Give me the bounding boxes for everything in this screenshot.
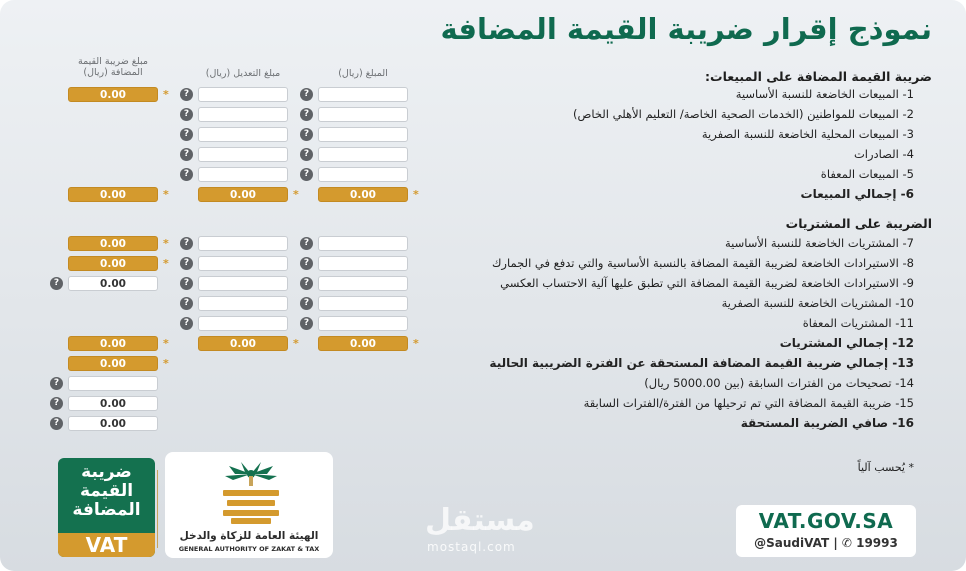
vat-logo-en: VAT xyxy=(58,533,155,557)
help-icon[interactable]: ? xyxy=(50,277,63,290)
adjustment-field-3[interactable] xyxy=(198,127,288,142)
sales-heading: ضريبة القيمة المضافة على المبيعات: xyxy=(705,69,932,84)
adjustment-field-8[interactable] xyxy=(198,256,288,271)
help-icon[interactable]: ? xyxy=(50,417,63,430)
help-icon[interactable]: ? xyxy=(180,108,193,121)
vat-field-7: 0.00 xyxy=(68,236,158,251)
vat-field-15[interactable]: 0.00 xyxy=(68,396,158,411)
vat-field-6: 0.00 xyxy=(68,187,158,202)
vat-field-16: 0.00 xyxy=(68,416,158,431)
row-label-7: 7- المشتريات الخاضعة للنسبة الأساسية xyxy=(725,236,914,250)
auto-calc-star: * xyxy=(163,257,169,270)
adjustment-field-2[interactable] xyxy=(198,107,288,122)
help-icon[interactable]: ? xyxy=(180,128,193,141)
row-label-11: 11- المشتريات المعفاة xyxy=(802,316,914,330)
adjustment-field-7[interactable] xyxy=(198,236,288,251)
help-icon[interactable]: ? xyxy=(300,148,313,161)
adjustment-field-6: 0.00 xyxy=(198,187,288,202)
row-label-3: 3- المبيعات المحلية الخاضعة للنسبة الصفرية xyxy=(701,127,914,141)
help-icon[interactable]: ? xyxy=(180,237,193,250)
purchases-heading: الضريبة على المشتريات xyxy=(785,216,932,231)
row-label-16: 16- صافي الضريبة المستحقة xyxy=(740,416,914,430)
help-icon[interactable]: ? xyxy=(300,277,313,290)
auto-calc-note: * يُحسب آلياً xyxy=(857,461,914,474)
auto-calc-star: * xyxy=(413,337,419,350)
vat-field-14[interactable] xyxy=(68,376,158,391)
help-icon[interactable]: ? xyxy=(300,108,313,121)
auto-calc-star: * xyxy=(163,88,169,101)
help-icon[interactable]: ? xyxy=(300,317,313,330)
adjustment-field-1[interactable] xyxy=(198,87,288,102)
help-icon[interactable]: ? xyxy=(180,277,193,290)
website-box xyxy=(736,505,916,557)
row-label-4: 4- الصادرات xyxy=(853,147,914,161)
row-label-6: 6- إجمالي المبيعات xyxy=(800,187,914,201)
adjustment-field-11[interactable] xyxy=(198,316,288,331)
amount-field-5[interactable] xyxy=(318,167,408,182)
vat-field-13: 0.00 xyxy=(68,356,158,371)
adjustment-field-5[interactable] xyxy=(198,167,288,182)
auto-calc-star: * xyxy=(163,188,169,201)
adjustment-field-9[interactable] xyxy=(198,276,288,291)
website-link[interactable]: VAT.GOV.SA xyxy=(758,509,894,533)
vat-field-1: 0.00 xyxy=(68,87,158,102)
amount-field-7[interactable] xyxy=(318,236,408,251)
amount-field-3[interactable] xyxy=(318,127,408,142)
row-label-15: 15- ضريبة القيمة المضافة التي تم ترحيلها من الفترة/الفترات السابقة xyxy=(583,396,914,410)
row-label-1: 1- المبيعات الخاضعة للنسبة الأساسية xyxy=(735,87,914,101)
amount-field-9[interactable] xyxy=(318,276,408,291)
row-label-14: 14- تصحيحات من الفترات السابقة (بين 5000.00 ريال) xyxy=(644,376,914,390)
help-icon[interactable]: ? xyxy=(300,168,313,181)
amount-field-4[interactable] xyxy=(318,147,408,162)
amount-field-10[interactable] xyxy=(318,296,408,311)
vat-logo-line: القيمة xyxy=(79,481,134,501)
vat-logo-line: ضريبة xyxy=(81,462,132,482)
authority-name-en: GENERAL AUTHORITY OF ZAKAT & TAX xyxy=(178,545,320,553)
row-label-10: 10- المشتريات الخاضعة للنسبة الصفرية xyxy=(721,296,914,310)
vat-field-8: 0.00 xyxy=(68,256,158,271)
row-label-9: 9- الاستيرادات الخاضعة لضريبة القيمة المضافة التي تطبق عليها آلية الاحتساب العكسي xyxy=(500,276,914,290)
help-icon[interactable]: ? xyxy=(180,317,193,330)
auto-calc-star: * xyxy=(163,337,169,350)
help-icon[interactable]: ? xyxy=(50,377,63,390)
authority-name-ar: الهيئة العامة للزكاة والدخل xyxy=(179,530,319,542)
help-icon[interactable]: ? xyxy=(180,148,193,161)
row-label-5: 5- المبيعات المعفاة xyxy=(820,167,914,181)
page-title: نموذج إقرار ضريبة القيمة المضافة xyxy=(440,12,932,46)
help-icon[interactable]: ? xyxy=(180,257,193,270)
vat-field-9[interactable]: 0.00 xyxy=(68,276,158,291)
auto-calc-star: * xyxy=(293,188,299,201)
auto-calc-star: * xyxy=(163,357,169,370)
vat-logo-line: المضافة xyxy=(72,500,141,520)
row-label-2: 2- المبيعات للمواطنين (الخدمات الصحية الخاصة/ التعليم الأهلي الخاص) xyxy=(572,107,914,121)
adjustment-field-10[interactable] xyxy=(198,296,288,311)
help-icon[interactable]: ? xyxy=(50,397,63,410)
auto-calc-star: * xyxy=(293,337,299,350)
auto-calc-star: * xyxy=(413,188,419,201)
amount-field-2[interactable] xyxy=(318,107,408,122)
vat-field-12: 0.00 xyxy=(68,336,158,351)
row-label-13: 13- إجمالي ضريبة القيمة المضافة المستحقة عن الفترة الضريبية الحالية xyxy=(489,356,914,370)
amount-field-11[interactable] xyxy=(318,316,408,331)
amount-field-8[interactable] xyxy=(318,256,408,271)
help-icon[interactable]: ? xyxy=(300,237,313,250)
auto-calc-star: * xyxy=(163,237,169,250)
column-header-vat: مبلغ ضريبة القيمة المضافة (ريال) xyxy=(78,56,148,78)
logo-divider xyxy=(157,470,158,548)
help-icon[interactable]: ? xyxy=(180,88,193,101)
amount-field-12: 0.00 xyxy=(318,336,408,351)
row-label-8: 8- الاستيرادات الخاضعة لضريبة القيمة المضافة بالنسبة الأساسية والتي تدفع في الجمارك xyxy=(491,256,914,270)
help-icon[interactable]: ? xyxy=(300,128,313,141)
help-icon[interactable]: ? xyxy=(180,168,193,181)
social-contact: @SaudiVAT | ✆ 19993 xyxy=(754,536,898,550)
watermark-url: mostaql.com xyxy=(427,540,516,554)
column-header-adjustment: مبلغ التعديل (ريال) xyxy=(205,68,281,79)
adjustment-field-12: 0.00 xyxy=(198,336,288,351)
help-icon[interactable]: ? xyxy=(300,257,313,270)
help-icon[interactable]: ? xyxy=(300,88,313,101)
vat-logo xyxy=(58,458,155,557)
help-icon[interactable]: ? xyxy=(180,297,193,310)
adjustment-field-4[interactable] xyxy=(198,147,288,162)
row-label-12: 12- إجمالي المشتريات xyxy=(779,336,914,350)
amount-field-6: 0.00 xyxy=(318,187,408,202)
palm-emblem-icon xyxy=(213,460,289,528)
amount-field-1[interactable] xyxy=(318,87,408,102)
authority-logo xyxy=(165,452,333,558)
watermark: مستقل xyxy=(425,503,535,538)
help-icon[interactable]: ? xyxy=(300,297,313,310)
column-header-amount: المبلغ (ريال) xyxy=(338,68,388,79)
